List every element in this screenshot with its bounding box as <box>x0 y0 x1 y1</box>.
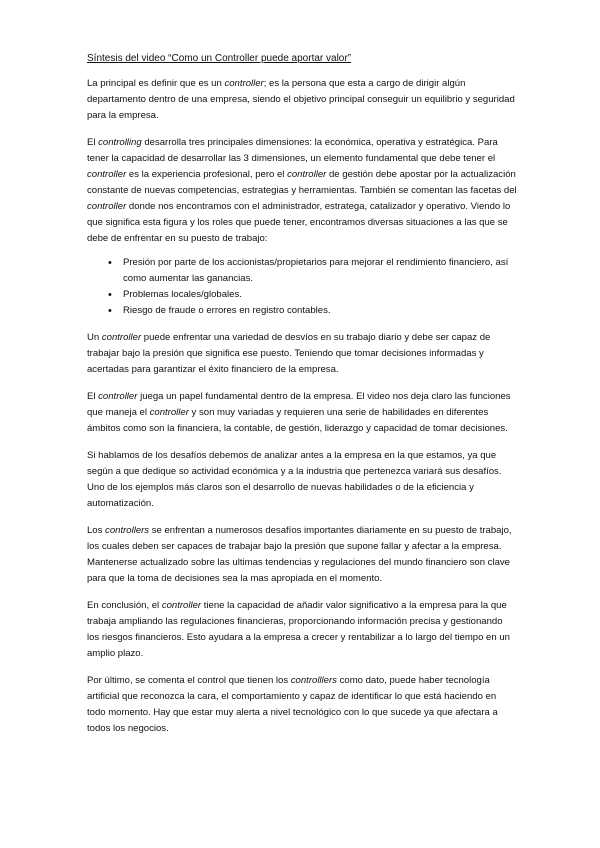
bullet-item: • Riesgo de fraude o errores en registro contables. <box>108 303 517 319</box>
document-title: Síntesis del video “Como un Controller puede aportar valor” <box>87 53 352 64</box>
text-run: ; es la persona que esta a cargo de dirigir algún departamento dentro de una empresa, siendo el objetivo principal conseguir un equilibrio y seguridad para la empresa. <box>87 78 515 121</box>
italic-term: controller <box>101 332 142 343</box>
paragraph <box>87 673 517 737</box>
paragraph <box>87 389 517 437</box>
text-run: El <box>87 391 99 402</box>
italic-term: controlllers <box>290 675 337 686</box>
text-run: Un <box>87 332 102 343</box>
text-run: puede enfrentar una variedad de desvíos en su trabajo diario y debe ser capaz de trabajar bajo la presión que significa ese puesto. Teniendo que tomar decisiones informadas y acertadas para garantizar el éxito financiero de la empresa. <box>87 332 491 375</box>
paragraph <box>87 598 517 662</box>
paragraph <box>87 76 517 124</box>
text-run: El <box>87 137 99 148</box>
text-run: juega un papel fundamental dentro de la empresa. El video nos deja claro las funciones que maneja el <box>87 391 511 418</box>
italic-term: controlling <box>98 137 142 148</box>
italic-term: controller <box>87 169 127 180</box>
text-run: es la experiencia profesional, pero el <box>126 169 288 180</box>
text-run: Los <box>87 525 106 536</box>
paragraphs-before-list <box>87 76 517 247</box>
bullet-item: • Presión por parte de los accionistas/propietarios para mejorar el rendimiento financiero, así como aumentar las ganancias. <box>108 255 517 287</box>
italic-term: controller <box>161 600 202 611</box>
challenges-bullet-list <box>87 255 517 319</box>
text-run: como dato, puede haber tecnología artificial que reconozca la cara, el comportamiento y capaz de identificar lo que está haciendo en todo momento. Hay que estar muy alerta a nivel tecnológico con lo que sucede ya que afectara a todos los negocios. <box>87 675 498 734</box>
text-run: desarrolla tres principales dimensiones: la económica, operativa y estratégica. Para tener la capacidad de desarrollar las 3 dimensiones, un elemento fundamental que debe tener el <box>87 137 498 164</box>
paragraphs-after-list <box>87 330 517 737</box>
italic-term: controllers <box>105 525 150 536</box>
paragraph <box>87 330 517 378</box>
italic-term: controller <box>149 407 189 418</box>
paragraph <box>87 135 517 247</box>
text-run: La principal es definir que es un <box>87 78 225 89</box>
text-run: y son muy variadas y requieren una serie de habilidades en diferentes ámbitos como son la financiera, la contable, de gestión, liderazgo y capacidad de tomar decisiones. <box>87 407 508 434</box>
text-run: se enfrentan a numerosos desafíos importantes diariamente en su puesto de trabajo, los cuales deben ser capaces de trabajar bajo la presión que supone fallar y afectar a la empresa. Mantenerse actualizado sobre las ultimas tendencias y regulaciones del mundo financiero son clave para que la toma de decisiones sea la mas apropiada en el momento. <box>87 525 512 584</box>
paragraph <box>87 448 517 512</box>
text-run: En conclusión, el <box>87 600 162 611</box>
italic-term: controller <box>87 201 127 212</box>
italic-term: controller <box>98 391 138 402</box>
bullet-item: • Problemas locales/globales. <box>108 287 517 303</box>
text-run: tiene la capacidad de añadir valor significativo a la empresa para la que trabaja ampliando las regulaciones financieras, proporcionando información precisa y gestionando los riesgos financieros. Esto ayudara a la empresa a crecer y rentabilizar a lo largo del tiempo en un amplio plazo. <box>87 600 510 659</box>
italic-term: controller <box>287 169 327 180</box>
document-page <box>87 52 517 748</box>
text-run: donde nos encontramos con el administrador, estratega, catalizador y operativo. Viendo lo que significa esta figura y los roles que puede tener, encontramos diversas situaciones a las que se debe de enfrentar en su puesto de trabajo: <box>87 201 511 244</box>
text-run: de gestión debe apostar por la actualización constante de nuevas competencias, estrategias y herramientas. También se comentan las facetas del <box>87 169 517 196</box>
text-run: Por último, se comenta el control que tienen los <box>87 675 291 686</box>
paragraph <box>87 523 517 587</box>
italic-term: controller <box>224 78 264 89</box>
text-run: Si hablamos de los desafíos debemos de analizar antes a la empresa en la que estamos, ya que según a que dedique so actividad económica y a la industria que pertenezca variará sus desafíos. Uno de los ejemplos más claros son el desarrollo de nuevas habilidades o de la eficiencia y automatización. <box>87 450 502 509</box>
